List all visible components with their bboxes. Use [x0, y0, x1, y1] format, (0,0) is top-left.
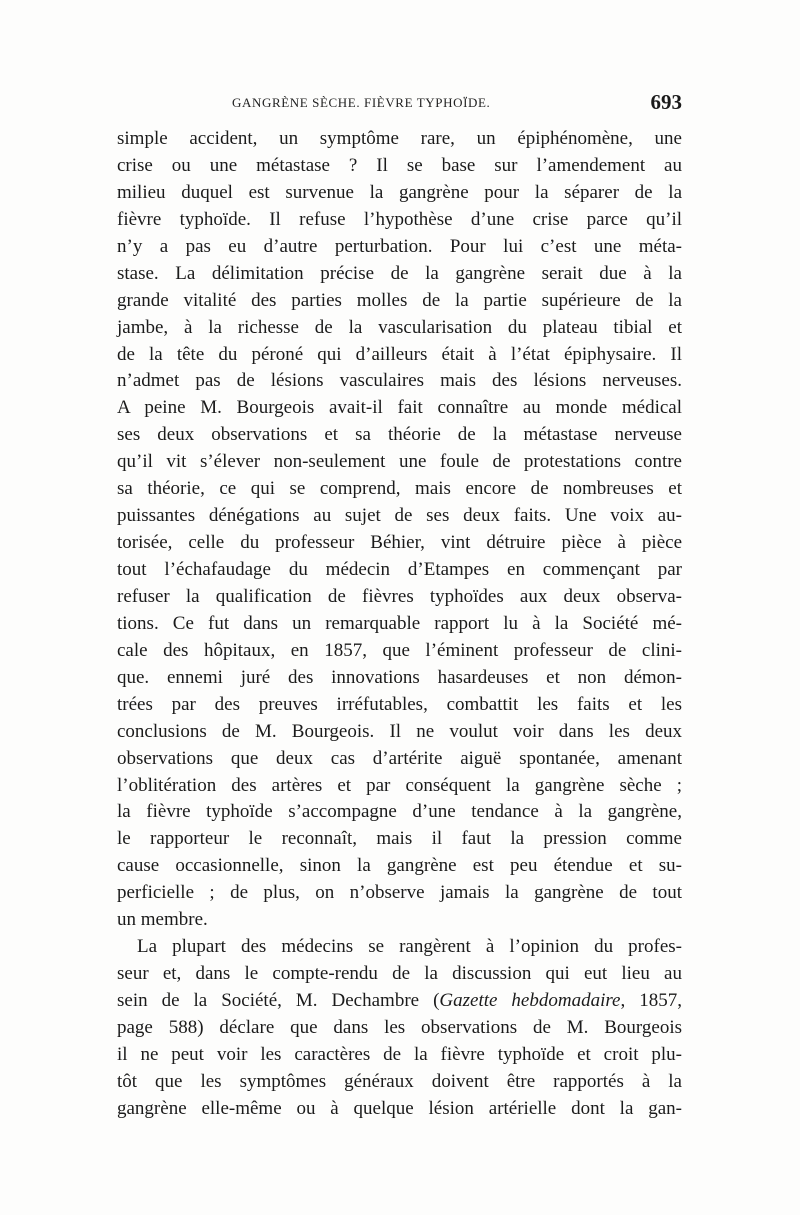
text-line: grande vitalité des parties molles de la partie supérieure de la — [117, 289, 682, 311]
text-line: le rapporteur le reconnaît, mais il faut la pression comme — [117, 828, 682, 850]
running-head-title: GANGRÈNE SÈCHE. FIÈVRE TYPHOÏDE. — [232, 95, 491, 110]
text-line: sa théorie, ce qui se comprend, mais encore de nombreuses et — [117, 478, 682, 500]
text-line: tôt que les symptômes généraux doivent être rapportés à la — [117, 1070, 682, 1092]
text-line: que. ennemi juré des innovations hasardeuses et non démon- — [117, 666, 682, 688]
text-fragment: sein de la Société, M. Dechambre ( — [117, 990, 440, 1011]
text-line: gangrène elle-même ou à quelque lésion artérielle dont la gan- — [117, 1097, 682, 1119]
text-line: l’oblitération des artères et par conséquent la gangrène sèche ; — [117, 774, 682, 796]
paragraph — [117, 126, 682, 934]
text-line: la fièvre typhoïde s’accompagne d’une tendance à la gangrène, — [117, 801, 682, 823]
text-line: n’y a pas eu d’autre perturbation. Pour lui c’est une méta- — [117, 235, 682, 257]
text-line: tions. Ce fut dans un remarquable rapport lu à la Société mé- — [117, 612, 682, 634]
text-line: il ne peut voir les caractères de la fièvre typhoïde et croit plu- — [117, 1043, 682, 1065]
text-line: fièvre typhoïde. Il refuse l’hypothèse d’une crise parce qu’il — [117, 208, 682, 230]
text-line: torisée, celle du professeur Béhier, vint détruire pièce à pièce — [117, 532, 682, 554]
text-line: jambe, à la richesse de la vascularisation du plateau tibial et — [117, 316, 682, 338]
text-line: crise ou une métastase ? Il se base sur l’amendement au — [117, 154, 682, 176]
text-line: refuser la qualification de fièvres typhoïdes aux deux observa- — [117, 585, 682, 607]
text-line: perficielle ; de plus, on n’observe jamais la gangrène de tout — [117, 882, 682, 904]
text-line: tout l’échafaudage du médecin d’Etampes en commençant par — [117, 559, 682, 580]
text-line-with-citation — [117, 988, 682, 1015]
journal-title: Gazette hebdomadaire — [439, 990, 621, 1011]
text-line: conclusions de M. Bourgeois. Il ne voulut voir dans les deux — [117, 720, 682, 742]
text-line: page 588) déclare que dans les observations de M. Bourgeois — [117, 1016, 682, 1038]
text-line: A peine M. Bourgeois avait-il fait connaître au monde médical — [117, 397, 682, 419]
text-line: seur et, dans le compte-rendu de la discussion qui eut lieu au — [117, 963, 682, 985]
text-line: stase. La délimitation précise de la gangrène serait due à la — [117, 262, 682, 284]
text-line: milieu duquel est survenue la gangrène pour la séparer de la — [117, 181, 682, 203]
text-line: ses deux observations et sa théorie de la métastase nerveuse — [117, 424, 682, 446]
text-line: trées par des preuves irréfutables, combattit les faits et les — [117, 693, 682, 715]
page-number: 693 — [650, 90, 682, 114]
text-line: cause occasionnelle, sinon la gangrène est peu étendue et su- — [117, 855, 682, 877]
text-line: qu’il vit s’élever non-seulement une foule de protestations contre — [117, 451, 682, 473]
body-text — [117, 126, 682, 1123]
text-fragment: , 1857, — [620, 990, 682, 1011]
text-line: cale des hôpitaux, en 1857, que l’éminent professeur de clini- — [117, 639, 682, 661]
text-line: La plupart des médecins se rangèrent à l’opinion du profes- — [137, 936, 682, 958]
text-line: observations que deux cas d’artérite aiguë spontanée, amenant — [117, 747, 682, 769]
paragraph — [117, 934, 682, 1123]
text-line: n’admet pas de lésions vasculaires mais des lésions nerveuses. — [117, 370, 682, 392]
text-line: un membre. — [117, 909, 208, 931]
text-line: simple accident, un symptôme rare, un épiphénomène, une — [117, 128, 682, 149]
text-line: puissantes dénégations au sujet de ses deux faits. Une voix au- — [117, 505, 682, 527]
text-line: de la tête du péroné qui d’ailleurs était à l’état épiphysaire. Il — [117, 343, 682, 365]
